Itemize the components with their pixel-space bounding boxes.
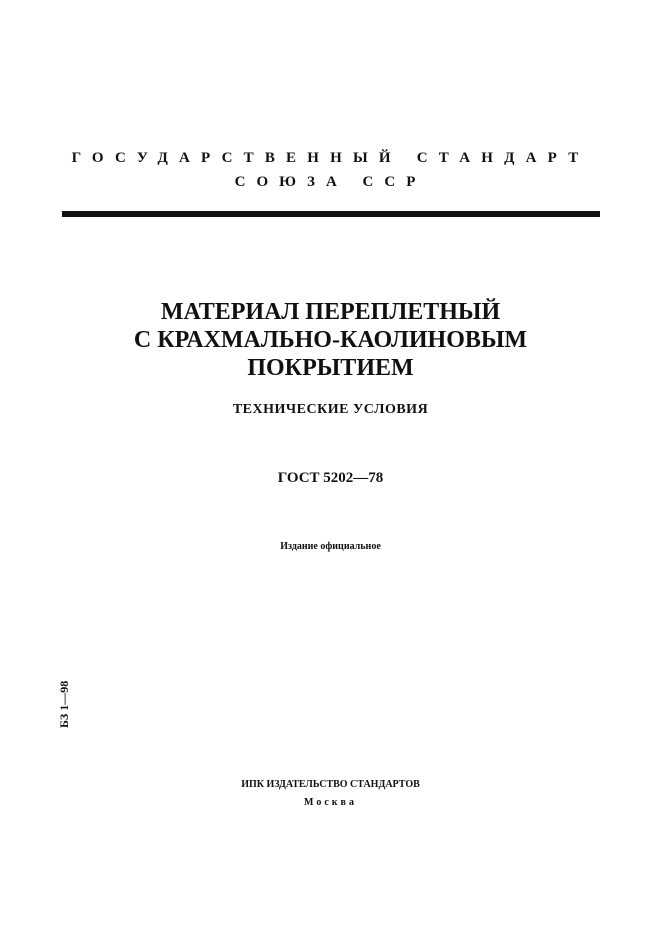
title-line-2: С КРАХМАЛЬНО-КАОЛИНОВЫМ [133,327,528,353]
publisher-city: Москва [304,797,357,808]
header-line-2: СОЮЗА ССР [234,174,427,190]
document-subtitle: ТЕХНИЧЕСКИЕ УСЛОВИЯ [232,402,429,417]
title-line-1: МАТЕРИАЛ ПЕРЕПЛЕТНЫЙ [160,299,501,325]
title-line-3: ПОКРЫТИЕМ [247,355,414,381]
header-line-1: ГОСУДАРСТВЕННЫЙ СТАНДАРТ [71,150,590,166]
document-title [0,298,661,382]
header-divider [62,211,600,217]
publisher-name: ИПК ИЗДАТЕЛЬСТВО СТАНДАРТОВ [241,779,420,790]
side-mark: БЗ 1—98 [57,680,71,728]
edition-note: Издание официальное [280,541,381,552]
standard-number: ГОСТ 5202—78 [277,470,384,486]
